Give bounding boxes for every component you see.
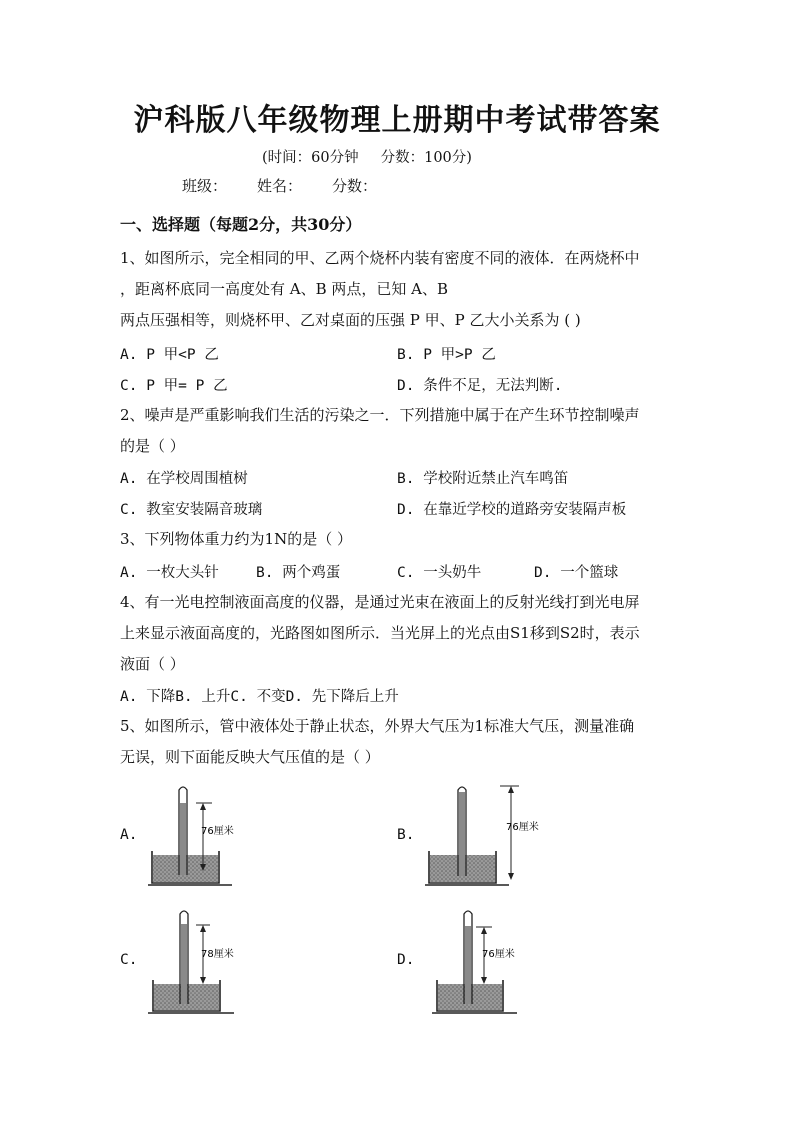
q1-option-c: C. P 甲= P 乙 (120, 378, 228, 394)
q3-stem: 3、下列物体重力约为1N的是（ ） (120, 530, 352, 548)
q4-stem-line-3: 液面（ ） (120, 655, 185, 673)
section-heading: 一、选择题（每题2分，共30分） (120, 215, 362, 234)
measure-arrow (500, 786, 519, 880)
q2-stem-line-2: 的是（ ） (120, 437, 185, 455)
q4-options: A. 下降B. 上升C. 不变D. 先下降后上升 (120, 689, 399, 705)
barometer-figure-c (148, 906, 248, 1016)
q5-figure-c-label: C. (120, 952, 138, 968)
measure-label: 76厘米 (201, 826, 234, 837)
q5-figure-a-label: A. (120, 827, 138, 843)
student-fields (182, 175, 407, 196)
q3-option-c: C. 一头奶牛 (397, 565, 482, 581)
barometer-figure-d (432, 906, 532, 1016)
q2-option-b: B. 学校附近禁止汽车鸣笛 (397, 471, 569, 487)
q3-option-b: B. 两个鸡蛋 (256, 565, 341, 581)
tube (180, 911, 188, 1004)
q5-figure-b-label: B. (397, 827, 415, 843)
q4-stem-line-2: 上来显示液面高度的，光路图如图所示．当光屏上的光点由S1移到S2时，表示 (120, 624, 640, 642)
measure-label: 76厘米 (506, 822, 539, 833)
q1-option-b: B. P 甲>P 乙 (397, 347, 496, 363)
q4-stem-line-1: 4、有一光电控制液面高度的仪器，是通过光束在液面上的反射光线打到光电屏 (120, 593, 640, 611)
q1-stem-line-1: 1、如图所示，完全相同的甲、乙两个烧杯内装有密度不同的液体．在两烧杯中 (120, 249, 640, 267)
name-field-label: 姓名： (257, 177, 303, 195)
measure-label: 76厘米 (482, 949, 515, 960)
q2-option-d: D. 在靠近学校的道路旁安装隔声板 (397, 502, 627, 518)
barometer-figure-a (148, 785, 248, 890)
q5-stem-line-1: 5、如图所示，管中液体处于静止状态，外界大气压为1标准大气压，测量准确 (120, 717, 635, 735)
q3-option-d: D. 一个篮球 (534, 565, 619, 581)
q1-option-d: D. 条件不足，无法判断. (397, 378, 563, 394)
q2-option-a: A. 在学校周围植树 (120, 471, 248, 487)
q3-option-a: A. 一枚大头针 (120, 565, 219, 581)
tube (464, 911, 472, 1004)
q1-option-a: A. P 甲<P 乙 (120, 347, 219, 363)
exam-score: 分数：100分) (380, 150, 472, 166)
class-field-label: 班级： (182, 177, 228, 195)
q5-stem-line-2: 无误，则下面能反映大气压值的是（ ） (120, 748, 380, 766)
q2-stem-line-1: 2、噪声是严重影响我们生活的污染之一．下列措施中属于在产生环节控制噪声 (120, 406, 640, 424)
page-title: 沪科版八年级物理上册期中考试带答案 (133, 103, 661, 138)
barometer-figure-b (425, 782, 539, 892)
tube (458, 787, 466, 876)
q1-stem-line-2: ，距离杯底同一高度处有 A、B 两点，已知 A、B (120, 280, 449, 298)
exam-info (262, 146, 472, 167)
measure-label: 78厘米 (201, 949, 234, 960)
tube (179, 787, 187, 875)
q5-figure-d-label: D. (397, 952, 415, 968)
q1-stem-line-3: 两点压强相等，则烧杯甲、乙对桌面的压强 P 甲、P 乙大小关系为 ( ) (120, 311, 581, 329)
q2-option-c: C. 教室安装隔音玻璃 (120, 502, 263, 518)
score-field-label: 分数： (332, 177, 378, 195)
exam-time: (时间：60分钟 (262, 150, 359, 166)
